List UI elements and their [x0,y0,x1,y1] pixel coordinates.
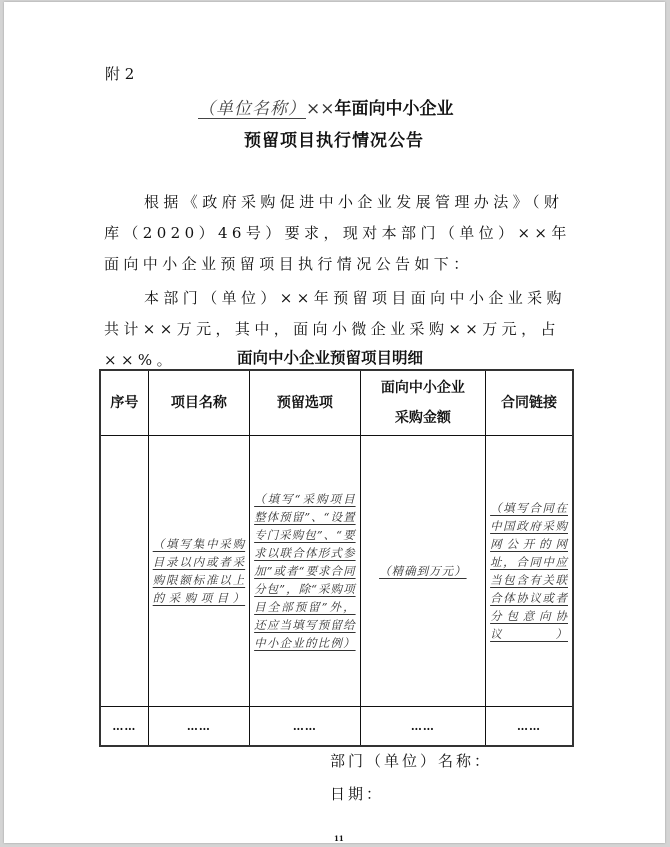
ellipsis-cell: …… [486,707,573,747]
header-project-name: 项目名称 [148,370,249,436]
header-contract-link: 合同链接 [486,370,573,436]
date-label: 日期： [330,785,385,803]
reserve-option-hint: （填写“采购项目整体预留”、“设置专门采购包”、“要求以联合体形式参加”或者“要求合同分包”，除“采购项目全部预留”外，还应当填写预留给中小企业的比例） [254,492,356,650]
cell-serial [100,436,148,707]
header-reserve-option: 预留选项 [250,370,360,436]
title-line-2: 预留项目执行情况公告 [244,131,424,151]
table-title: 面向中小企业预留项目明细 [237,349,424,367]
unit-name-placeholder: （单位名称） [198,99,306,119]
header-amount-line-2: 采购金额 [394,410,451,426]
title-line-1 [198,94,454,119]
header-amount [360,370,486,436]
cell-reserve-option [250,436,360,707]
page-number: 11 [334,834,344,843]
paragraph-basis [104,187,574,280]
table-row-ellipsis [100,707,573,747]
cell-project-name [148,436,249,707]
paragraph-summary-text: 本部门（单位）××年预留项目面向中小企业采购共计××万元，其中，面向小微企业采购××万元，占××%。 [104,289,566,369]
cell-amount [360,436,486,707]
table-row [100,436,573,707]
cell-contract-link [486,436,573,707]
project-name-hint: （填写集中采购目录以内或者采购限额标准以上的采购项目） [152,537,246,605]
annex-label: 附 2 [105,65,135,83]
table-header-row [100,370,573,436]
header-amount-line-1: 面向中小企业 [380,380,465,396]
paragraph-basis-text: 根据《政府采购促进中小企业发展管理办法》（财库（2020）46号）要求，现对本部门（单位）××年面向中小企业预留项目执行情况公告如下： [104,193,571,273]
department-name-label: 部门（单位）名称： [330,752,493,770]
header-serial: 序号 [100,370,148,436]
title-line-1-text: 年面向中小企业 [334,99,454,119]
ellipsis-cell: …… [100,707,148,747]
document-page [4,2,665,843]
ellipsis-cell: …… [250,707,360,747]
amount-hint: （精确到万元） [379,564,467,578]
contract-link-hint: （填写合同在中国政府采购网公开的网址，合同中应当包含有关联合体协议或者分包意向协议） [490,501,568,641]
ellipsis-cell: …… [148,707,249,747]
reserved-projects-table [99,369,574,747]
year-placeholder: ×× [306,99,335,119]
ellipsis-cell: …… [360,707,486,747]
